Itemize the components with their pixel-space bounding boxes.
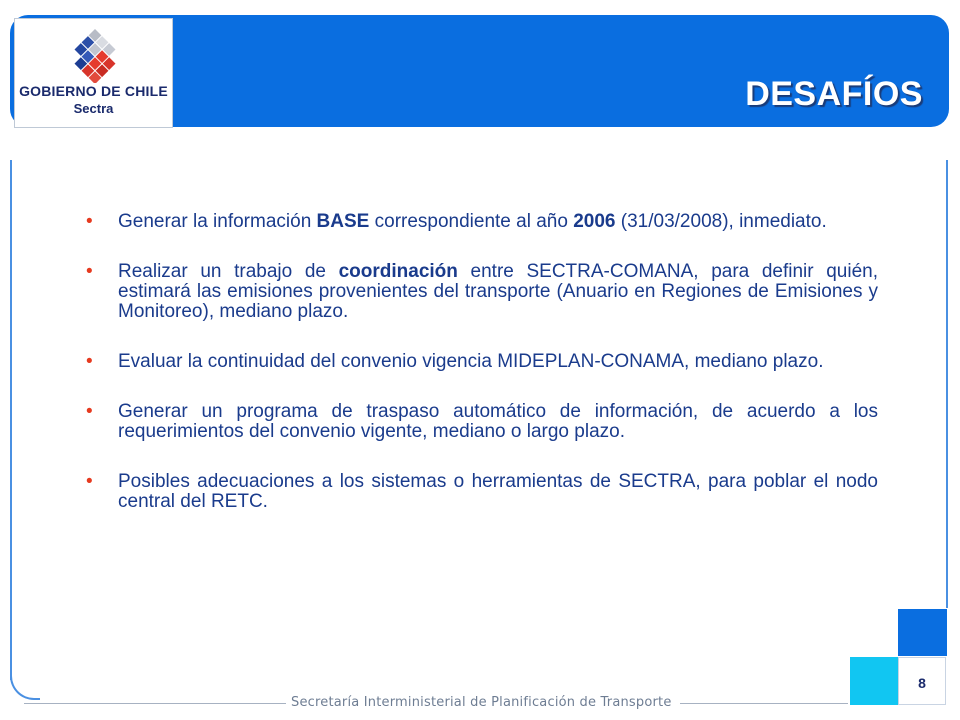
bullet-text: (31/03/2008), inmediato. — [615, 211, 827, 232]
bullet-item — [86, 212, 878, 232]
bullet-text: Generar la información — [118, 211, 317, 232]
bullet-text-bold: coordinación — [338, 261, 458, 282]
decor-square-blue — [898, 609, 947, 656]
bullet-text: Generar un programa de traspaso automático de información, de acuerdo a los requerimientos del convenio vigente, mediano o largo plazo. — [118, 401, 878, 442]
bullet-text-bold: 2006 — [573, 211, 616, 232]
bullet-text: Realizar un trabajo de — [118, 261, 339, 282]
bullet-dot: • — [86, 401, 93, 422]
frame-right-line — [946, 160, 948, 608]
bullet-list — [86, 212, 878, 542]
bullet-text: Evaluar la continuidad del convenio vigencia MIDEPLAN-CONAMA, mediano plazo. — [118, 351, 824, 372]
page-title: DESAFÍOS — [745, 75, 923, 113]
logo-line-1: GOBIERNO DE CHILE — [19, 83, 168, 99]
government-logo-icon — [67, 25, 123, 83]
bullet-item — [86, 402, 878, 442]
bullet-dot: • — [86, 261, 93, 282]
frame-left-line — [10, 160, 12, 680]
bullet-text-bold: BASE — [316, 211, 370, 232]
bullet-text: correspondiente al año — [369, 211, 574, 232]
footer-line-right — [680, 703, 848, 704]
logo-line-2: Sectra — [73, 101, 114, 116]
logo — [14, 18, 173, 128]
bullet-text: Posibles adecuaciones a los sistemas o herramientas de SECTRA, para poblar el nodo central del RETC. — [118, 471, 878, 512]
footer-text: Secretaría Interministerial de Planificación de Transporte — [291, 695, 672, 710]
decor-square-cyan — [850, 657, 898, 705]
bullet-item — [86, 262, 878, 322]
frame-left-curve — [10, 670, 40, 700]
bullet-item — [86, 472, 878, 512]
footer-line-left — [24, 703, 286, 704]
page-number-box — [898, 657, 946, 705]
bullet-dot: • — [86, 211, 93, 232]
bullet-dot: • — [86, 471, 93, 492]
bullet-text: entre SECTRA-COMANA, para definir quién, estimará las emisiones provenientes del transporte (Anuario en Regiones de Emisiones y Monitoreo), mediano plazo. — [118, 261, 879, 322]
bullet-dot: • — [86, 351, 93, 372]
bullet-item — [86, 352, 878, 372]
page-number: 8 — [918, 675, 926, 691]
